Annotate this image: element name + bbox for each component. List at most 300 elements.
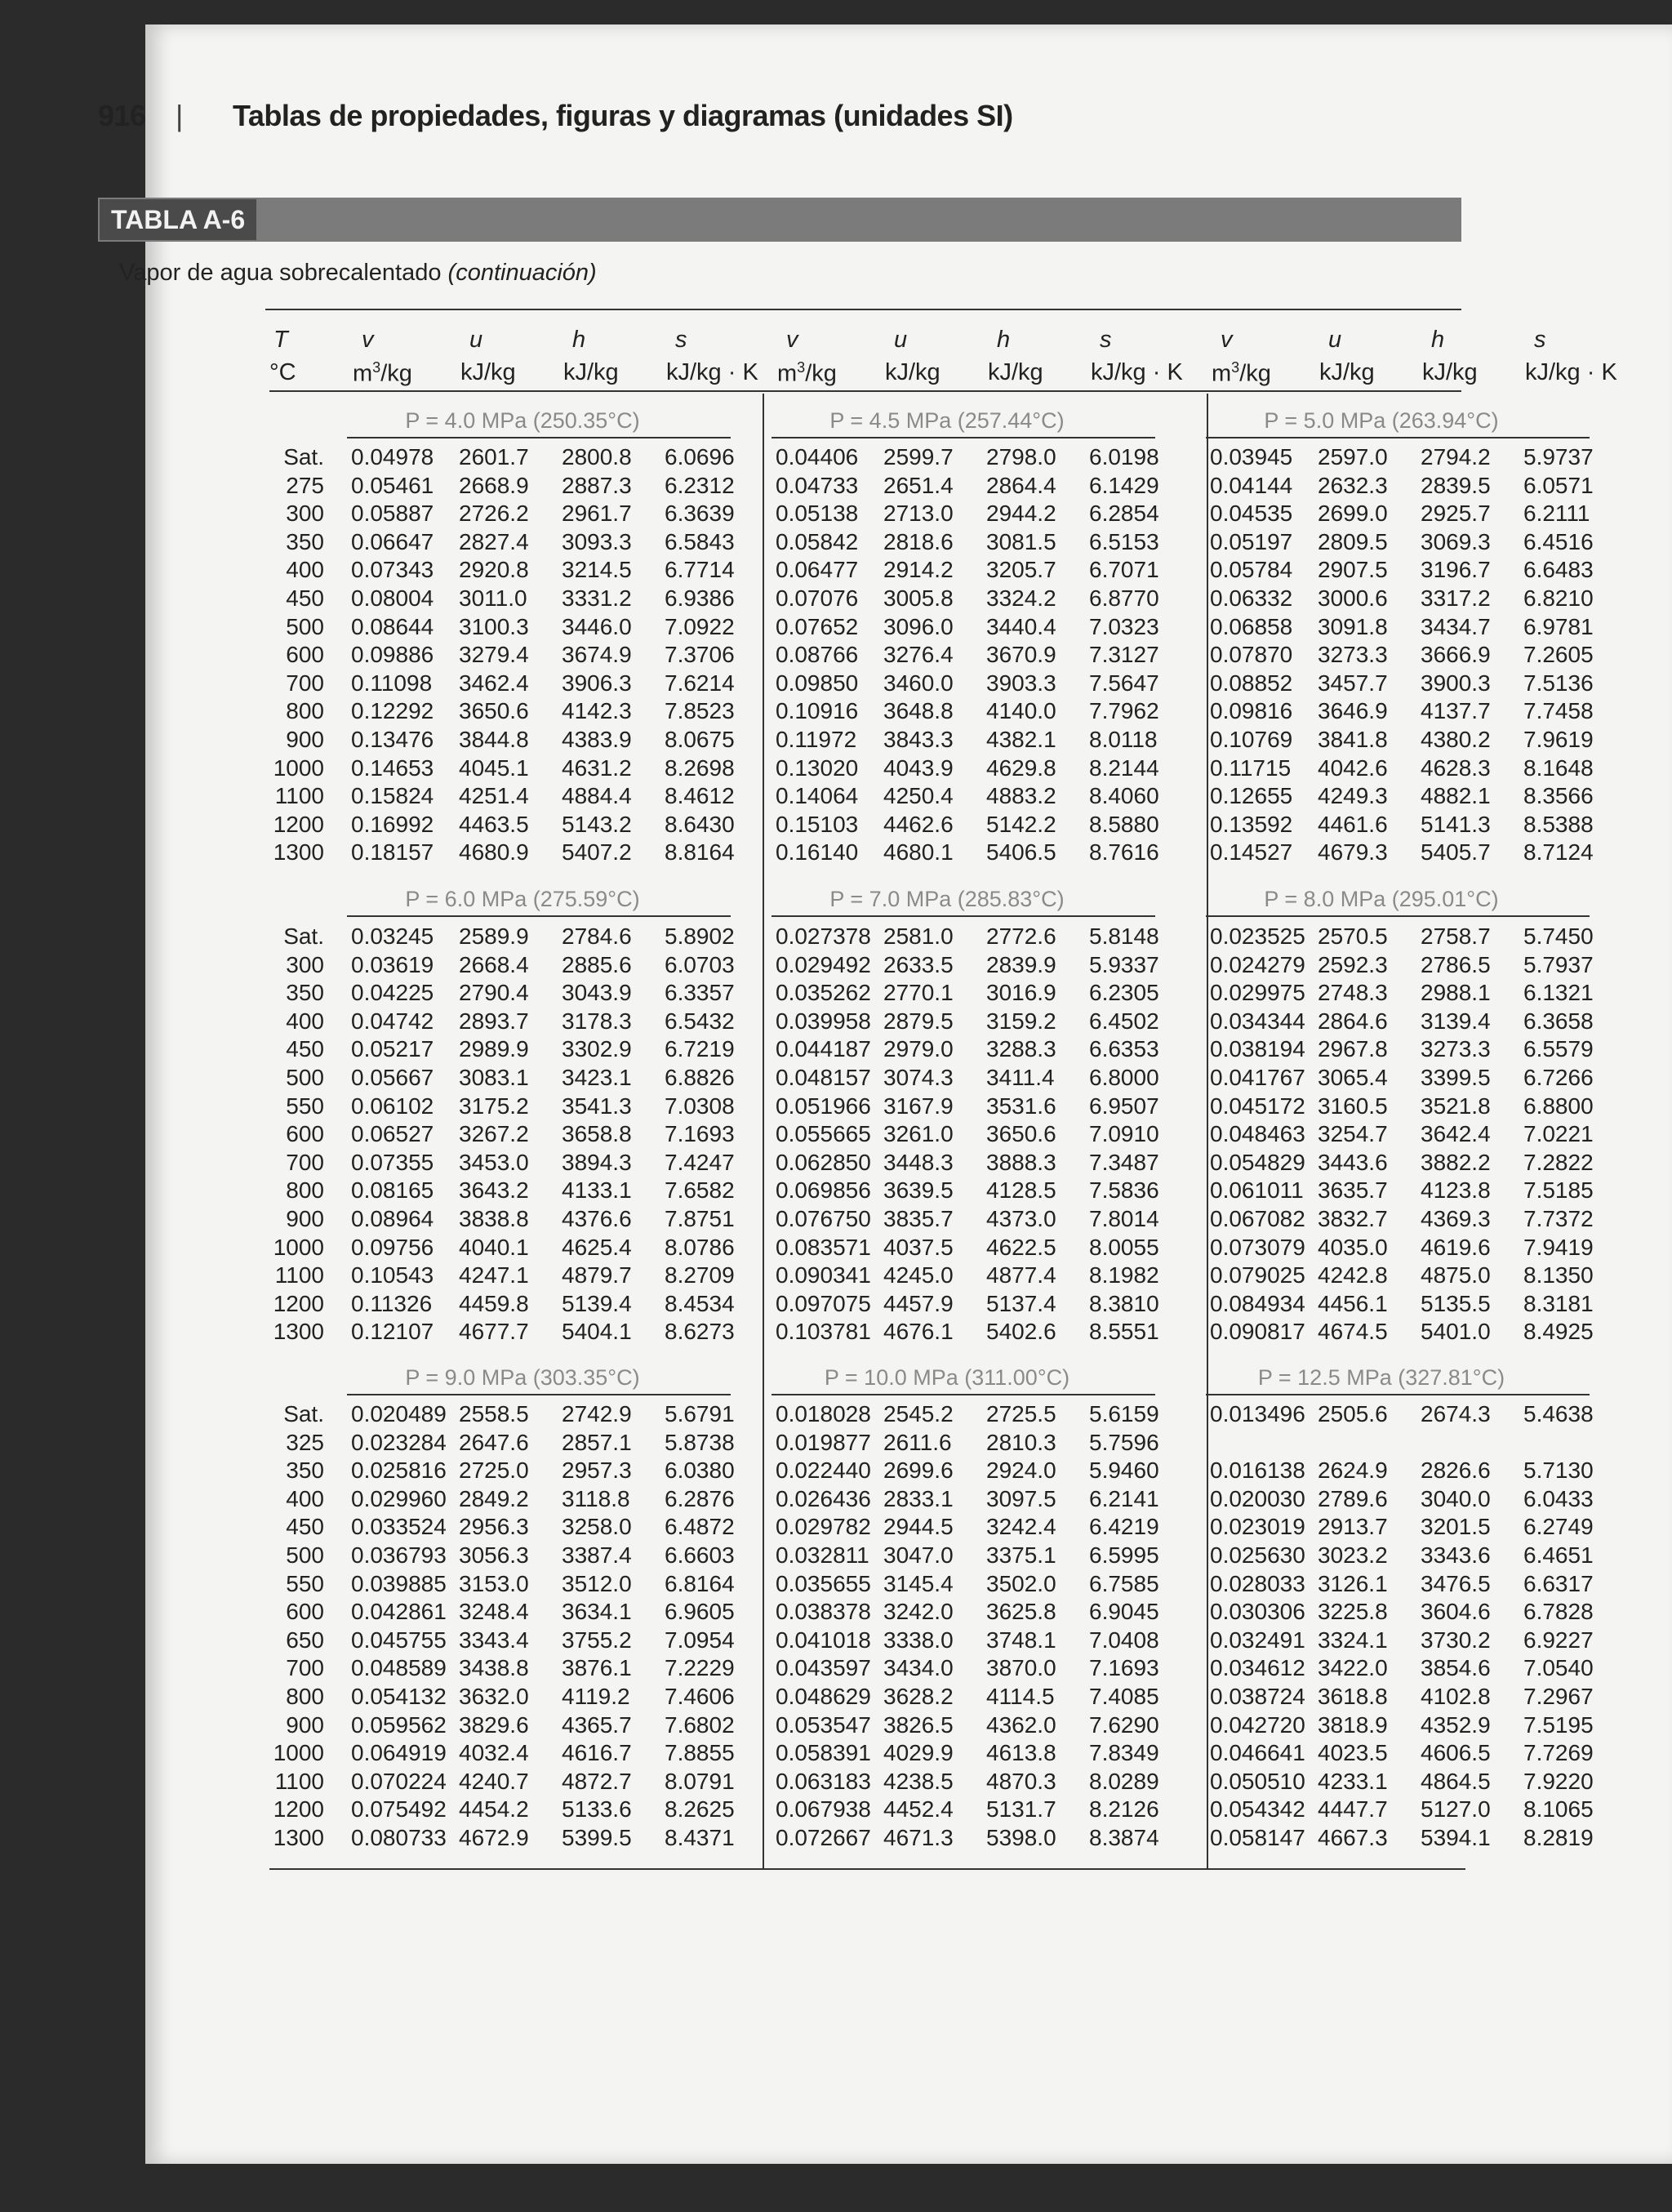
entropy-value: 7.0954 (665, 1627, 735, 1653)
table-row (1210, 1205, 1594, 1234)
internal-energy-value: 2913.7 (1318, 1514, 1388, 1540)
table-row (351, 697, 735, 726)
enthalpy-value: 4872.7 (562, 1768, 632, 1794)
page-number: 916 (98, 99, 146, 132)
entropy-value: 6.3357 (665, 980, 735, 1006)
entropy-value: 6.9605 (665, 1599, 735, 1625)
enthalpy-value: 5407.2 (562, 839, 632, 866)
internal-energy-value: 3096.0 (883, 613, 954, 639)
enthalpy-value: 2758.7 (1421, 924, 1491, 949)
enthalpy-value: 3201.5 (1421, 1514, 1491, 1540)
entropy-value: 7.5185 (1523, 1177, 1594, 1204)
enthalpy-value: 3888.3 (986, 1149, 1056, 1175)
specific-volume-value: 0.024279 (1210, 951, 1305, 977)
table-row (351, 979, 735, 1008)
col-header-unit: kJ/kg (1422, 359, 1478, 385)
entropy-value: 6.7714 (665, 557, 735, 583)
enthalpy-value: 3159.2 (986, 1008, 1056, 1034)
entropy-value: 7.5195 (1523, 1711, 1594, 1738)
enthalpy-value: 2784.6 (562, 924, 632, 949)
col-header-symbol: u (469, 327, 483, 353)
pressure-label: P = 7.0 MPa (285.83°C) (829, 887, 1065, 911)
col-header-symbol: v (786, 327, 798, 353)
entropy-value: 6.7266 (1523, 1064, 1594, 1090)
internal-energy-value: 3126.1 (1318, 1570, 1388, 1596)
specific-volume-value: 0.045755 (351, 1627, 447, 1653)
col-header-unit: kJ/kg (460, 359, 516, 385)
table-row (351, 613, 735, 642)
entropy-value: 7.6290 (1089, 1711, 1159, 1738)
specific-volume-value: 0.043597 (776, 1655, 871, 1681)
internal-energy-value: 3457.7 (1318, 670, 1388, 696)
internal-energy-value: 3818.9 (1318, 1711, 1388, 1738)
table-row (1210, 1485, 1594, 1514)
entropy-value: 6.2312 (665, 472, 735, 498)
entropy-value: 8.5880 (1089, 811, 1159, 837)
table-row (1210, 1093, 1594, 1121)
internal-energy-value: 3175.2 (459, 1093, 529, 1119)
internal-energy-value: 3832.7 (1318, 1205, 1388, 1231)
specific-volume-value: 0.046641 (1210, 1740, 1305, 1766)
entropy-value: 8.2625 (665, 1796, 735, 1823)
table-row (351, 1318, 735, 1346)
entropy-value: 5.8738 (665, 1429, 735, 1455)
specific-volume-value: 0.06332 (1210, 585, 1293, 611)
table-row (776, 641, 1159, 670)
entropy-value: 6.0198 (1089, 444, 1159, 470)
table-row (776, 443, 1159, 472)
internal-energy-value: 3448.3 (883, 1149, 954, 1175)
col-header-unit: kJ/kg (988, 359, 1043, 385)
enthalpy-value: 3434.7 (1421, 613, 1491, 639)
specific-volume-value: 0.09816 (1210, 698, 1293, 724)
entropy-value: 7.3706 (665, 642, 735, 668)
internal-energy-value: 2668.4 (459, 951, 529, 977)
specific-volume-value: 0.11326 (351, 1290, 433, 1316)
table-row (351, 1796, 735, 1824)
enthalpy-value: 4140.0 (986, 698, 1056, 724)
pressure-label: P = 6.0 MPa (275.59°C) (405, 887, 640, 911)
internal-energy-value: 3453.0 (459, 1149, 529, 1175)
entropy-value: 6.8826 (665, 1064, 735, 1090)
entropy-value: 8.2709 (665, 1262, 735, 1288)
internal-energy-value: 4452.4 (883, 1796, 954, 1823)
specific-volume-value: 0.029492 (776, 951, 871, 977)
table-row (220, 1457, 324, 1485)
specific-volume-value: 0.08004 (351, 585, 434, 611)
entropy-value: 8.7124 (1523, 839, 1594, 866)
specific-volume-value: 0.09886 (351, 642, 434, 668)
pressure-label: P = 4.5 MPa (257.44°C) (829, 408, 1065, 433)
table-row (1210, 585, 1594, 613)
table-row (776, 726, 1159, 754)
internal-energy-value: 3242.0 (883, 1599, 954, 1625)
entropy-value: 6.7585 (1089, 1570, 1159, 1596)
internal-energy-value: 2592.3 (1318, 951, 1388, 977)
specific-volume-value: 0.035262 (776, 980, 871, 1006)
entropy-value: 7.2822 (1523, 1149, 1594, 1175)
internal-energy-value: 4242.8 (1318, 1262, 1388, 1288)
col-header-symbol: h (572, 327, 586, 353)
internal-energy-value: 4045.1 (459, 754, 529, 781)
specific-volume-value: 0.013496 (1210, 1401, 1305, 1426)
specific-volume-value: 0.103781 (776, 1319, 871, 1345)
internal-energy-value: 3023.2 (1318, 1542, 1388, 1568)
table-row (1210, 979, 1594, 1008)
internal-energy-value: 3422.0 (1318, 1655, 1388, 1681)
specific-volume-value: 0.14527 (1210, 839, 1293, 866)
internal-energy-value: 2920.8 (459, 557, 529, 583)
table-row (776, 697, 1159, 726)
table-row (351, 528, 735, 557)
entropy-value: 7.0308 (665, 1093, 735, 1119)
specific-volume-value: 0.04733 (776, 472, 859, 498)
entropy-value: 7.8751 (665, 1205, 735, 1231)
table-row (351, 443, 735, 472)
table-row (220, 500, 324, 528)
table-row (220, 1149, 324, 1177)
col-header-unit: $m^3/kg$ (777, 359, 837, 387)
internal-energy-value: 3618.8 (1318, 1683, 1388, 1709)
table-row (776, 1205, 1159, 1234)
table-row (351, 1711, 735, 1740)
enthalpy-value: 5394.1 (1421, 1824, 1491, 1850)
temperature-value: 350 (286, 1458, 324, 1484)
specific-volume-value: 0.062850 (776, 1149, 871, 1175)
enthalpy-value: 2957.3 (562, 1458, 632, 1484)
temperature-value: 1200 (273, 811, 324, 837)
enthalpy-value: 3440.4 (986, 613, 1056, 639)
table-label: TABLA A-6 (100, 199, 256, 240)
internal-energy-value: 3167.9 (883, 1093, 954, 1119)
temperature-value: 500 (286, 1542, 324, 1568)
pressure-rule (1206, 437, 1590, 438)
temperature-value: 1200 (273, 1796, 324, 1823)
entropy-value: 8.0786 (665, 1234, 735, 1260)
table-row (1210, 1149, 1594, 1177)
internal-energy-value: 3267.2 (459, 1121, 529, 1147)
entropy-value: 8.0289 (1089, 1768, 1159, 1794)
table-row (1210, 1234, 1594, 1262)
pressure-rule (347, 437, 731, 438)
specific-volume-value: 0.048463 (1210, 1121, 1305, 1147)
table-row (776, 1654, 1159, 1683)
table-row (220, 528, 324, 557)
temperature-value: 1100 (274, 1262, 324, 1288)
group-divider (1207, 394, 1208, 1870)
entropy-value: 5.8902 (665, 924, 735, 949)
entropy-value: 7.0540 (1523, 1655, 1594, 1681)
specific-volume-value: 0.039885 (351, 1570, 447, 1596)
specific-volume-value: 0.029975 (1210, 980, 1305, 1006)
col-header-unit: kJ/kg · K (1525, 359, 1617, 385)
entropy-value: 6.7071 (1089, 557, 1159, 583)
enthalpy-value: 3324.2 (986, 585, 1056, 611)
table-row (220, 1570, 324, 1599)
entropy-value: 8.3181 (1523, 1290, 1594, 1316)
enthalpy-value: 2887.3 (562, 472, 632, 498)
enthalpy-value: 3423.1 (562, 1064, 632, 1090)
enthalpy-value: 2857.1 (562, 1429, 632, 1455)
specific-volume-value: 0.12107 (351, 1319, 434, 1345)
entropy-value: 7.7372 (1523, 1205, 1594, 1231)
temperature-value: 1100 (274, 1768, 324, 1794)
table-row (1210, 556, 1594, 585)
enthalpy-value: 3446.0 (562, 613, 632, 639)
table-row (776, 782, 1159, 811)
entropy-value: 7.4085 (1089, 1683, 1159, 1709)
table-row (351, 726, 735, 754)
internal-energy-value: 3324.1 (1318, 1627, 1388, 1653)
specific-volume-value: 0.076750 (776, 1205, 871, 1231)
internal-energy-value: 4676.1 (883, 1319, 954, 1345)
internal-energy-value: 4674.5 (1318, 1319, 1388, 1345)
entropy-value: 8.0055 (1089, 1234, 1159, 1260)
table-row (220, 1739, 324, 1768)
enthalpy-value: 3040.0 (1421, 1485, 1491, 1511)
table-row (776, 670, 1159, 698)
specific-volume-value: 0.075492 (351, 1796, 447, 1823)
internal-energy-value: 2809.5 (1318, 528, 1388, 554)
enthalpy-value: 4877.4 (986, 1262, 1056, 1288)
temperature-value: 600 (286, 1121, 324, 1147)
table-row (776, 1570, 1159, 1599)
table-row (351, 923, 735, 951)
table-row (1210, 1400, 1594, 1429)
specific-volume-value: 0.11715 (1210, 754, 1292, 781)
specific-volume-value: 0.06647 (351, 528, 434, 554)
enthalpy-value: 4625.4 (562, 1234, 632, 1260)
entropy-value: 6.0433 (1523, 1485, 1594, 1511)
internal-energy-value: 3338.0 (883, 1627, 954, 1653)
internal-energy-value: 4037.5 (883, 1234, 954, 1260)
specific-volume-value: 0.061011 (1210, 1177, 1304, 1204)
internal-energy-value: 3083.1 (459, 1064, 529, 1090)
specific-volume-value: 0.06527 (351, 1121, 434, 1147)
specific-volume-value: 0.041767 (1210, 1064, 1305, 1090)
col-header-symbol: s (675, 327, 687, 353)
enthalpy-value: 3541.3 (562, 1093, 632, 1119)
entropy-value: 8.3874 (1089, 1824, 1159, 1850)
internal-energy-value: 4250.4 (883, 783, 954, 809)
internal-energy-value: 4667.3 (1318, 1824, 1388, 1850)
enthalpy-value: 2742.9 (562, 1401, 632, 1426)
table-row (1210, 1035, 1594, 1064)
entropy-value: 6.8000 (1089, 1064, 1159, 1090)
entropy-value: 8.3810 (1089, 1290, 1159, 1316)
specific-volume-value: 0.029960 (351, 1485, 447, 1511)
entropy-value: 7.3487 (1089, 1149, 1159, 1175)
specific-volume-value: 0.045172 (1210, 1093, 1305, 1119)
internal-energy-value: 3056.3 (459, 1542, 529, 1568)
entropy-value: 7.6214 (665, 670, 735, 696)
table-row (1210, 754, 1594, 783)
table-row (776, 1290, 1159, 1319)
specific-volume-value: 0.072667 (776, 1824, 871, 1850)
enthalpy-value: 3730.2 (1421, 1627, 1491, 1653)
table-row (1210, 500, 1594, 528)
internal-energy-value: 3632.0 (459, 1683, 529, 1709)
internal-energy-value: 2907.5 (1318, 557, 1388, 583)
specific-volume-value: 0.033524 (351, 1514, 447, 1540)
specific-volume-value: 0.13592 (1210, 811, 1293, 837)
specific-volume-value: 0.048157 (776, 1064, 871, 1090)
table-row (351, 839, 735, 867)
enthalpy-value: 2674.3 (1421, 1401, 1491, 1426)
table-row (351, 1064, 735, 1093)
table-row (351, 1120, 735, 1149)
specific-volume-value: 0.13476 (351, 726, 434, 752)
specific-volume-value: 0.030306 (1210, 1599, 1305, 1625)
temperature-value: 900 (286, 726, 324, 752)
entropy-value: 6.1429 (1089, 472, 1159, 498)
table-row (776, 979, 1159, 1008)
enthalpy-value: 3502.0 (986, 1570, 1056, 1596)
enthalpy-value: 3894.3 (562, 1149, 632, 1175)
internal-energy-value: 3643.2 (459, 1177, 529, 1204)
specific-volume-value: 0.03619 (351, 951, 434, 977)
enthalpy-value: 4142.3 (562, 698, 632, 724)
entropy-value: 6.6603 (665, 1542, 735, 1568)
temperature-value: 550 (286, 1093, 324, 1119)
entropy-value: 6.5843 (665, 528, 735, 554)
table-row (220, 979, 324, 1008)
internal-energy-value: 3005.8 (883, 585, 954, 611)
enthalpy-value: 4376.6 (562, 1205, 632, 1231)
internal-energy-value: 4671.3 (883, 1824, 954, 1850)
temperature-value: 1000 (273, 1234, 324, 1260)
table-row (1210, 1768, 1594, 1796)
table-row (1210, 951, 1594, 980)
table-row (220, 1627, 324, 1655)
pressure-rule (1206, 1394, 1590, 1395)
table-row (220, 472, 324, 501)
temperature-value: 700 (286, 1655, 324, 1681)
entropy-value: 6.5995 (1089, 1542, 1159, 1568)
table-row (351, 951, 735, 980)
specific-volume-value: 0.050510 (1210, 1768, 1305, 1794)
table-row (1210, 811, 1594, 839)
table-row (351, 1570, 735, 1599)
entropy-value: 6.4651 (1523, 1542, 1594, 1568)
enthalpy-value: 3399.5 (1421, 1064, 1491, 1090)
specific-volume-value: 0.058147 (1210, 1824, 1305, 1850)
table-row (351, 1457, 735, 1485)
enthalpy-value: 4380.2 (1421, 726, 1491, 752)
entropy-value: 8.1648 (1523, 754, 1594, 781)
entropy-value: 5.7450 (1523, 924, 1594, 949)
internal-energy-value: 2789.6 (1318, 1485, 1388, 1511)
temperature-value: 350 (286, 980, 324, 1006)
enthalpy-value: 2988.1 (1421, 980, 1491, 1006)
entropy-value: 6.4219 (1089, 1514, 1159, 1540)
table-row (1210, 1683, 1594, 1711)
table-caption (119, 260, 597, 287)
specific-volume-value: 0.06858 (1210, 613, 1293, 639)
table-row (776, 1598, 1159, 1627)
entropy-value: 5.9737 (1523, 444, 1594, 470)
internal-energy-value: 4233.1 (1318, 1768, 1388, 1794)
internal-energy-value: 3639.5 (883, 1177, 954, 1204)
internal-energy-value: 4249.3 (1318, 783, 1388, 809)
enthalpy-value: 4622.5 (986, 1234, 1056, 1260)
enthalpy-value: 5131.7 (986, 1796, 1056, 1823)
enthalpy-value: 3658.8 (562, 1121, 632, 1147)
property-group (1210, 923, 1594, 1346)
enthalpy-value: 4362.0 (986, 1711, 1056, 1738)
internal-energy-value: 2699.6 (883, 1458, 954, 1484)
internal-energy-value: 2956.3 (459, 1514, 529, 1540)
table-row (776, 1429, 1159, 1458)
internal-energy-value: 4042.6 (1318, 754, 1388, 781)
specific-volume-value: 0.15824 (351, 783, 434, 809)
table-row (351, 811, 735, 839)
specific-volume-value: 0.048629 (776, 1683, 871, 1709)
entropy-value: 7.4247 (665, 1149, 735, 1175)
table-row (1210, 726, 1594, 754)
entropy-value: 7.5647 (1089, 670, 1159, 696)
entropy-value: 7.2967 (1523, 1683, 1594, 1709)
entropy-value: 6.8164 (665, 1570, 735, 1596)
specific-volume-value: 0.14653 (351, 754, 434, 781)
internal-energy-value: 3248.4 (459, 1599, 529, 1625)
internal-energy-value: 4461.6 (1318, 811, 1388, 837)
internal-energy-value: 3829.6 (459, 1711, 529, 1738)
entropy-value: 7.1693 (665, 1121, 735, 1147)
property-group (351, 443, 735, 867)
entropy-value: 8.6273 (665, 1319, 735, 1345)
specific-volume-value: 0.18157 (351, 839, 434, 866)
enthalpy-value: 4879.7 (562, 1262, 632, 1288)
enthalpy-value: 2772.6 (986, 924, 1056, 949)
table-row (351, 1683, 735, 1711)
enthalpy-value: 3093.3 (562, 528, 632, 554)
enthalpy-value: 3650.6 (986, 1121, 1056, 1147)
specific-volume-value: 0.041018 (776, 1627, 871, 1653)
property-group (776, 923, 1159, 1346)
table-row (220, 1598, 324, 1627)
specific-volume-value: 0.025630 (1210, 1542, 1305, 1568)
enthalpy-value: 5406.5 (986, 839, 1056, 866)
internal-energy-value: 3100.3 (459, 613, 529, 639)
enthalpy-value: 5401.0 (1421, 1319, 1491, 1345)
specific-volume-value: 0.08644 (351, 613, 434, 639)
specific-volume-value: 0.08852 (1210, 670, 1293, 696)
table-row (1210, 1542, 1594, 1570)
entropy-value: 6.2854 (1089, 501, 1159, 527)
internal-energy-value: 2879.5 (883, 1008, 954, 1034)
table-row (776, 1513, 1159, 1542)
internal-energy-value: 4680.9 (459, 839, 529, 866)
internal-energy-value: 4023.5 (1318, 1740, 1388, 1766)
table-row (351, 1035, 735, 1064)
entropy-value: 5.7596 (1089, 1429, 1159, 1455)
specific-volume-value: 0.051966 (776, 1093, 871, 1119)
specific-volume-value: 0.019877 (776, 1429, 871, 1455)
pressure-label: P = 12.5 MPa (327.81°C) (1257, 1365, 1505, 1390)
table-row (776, 1711, 1159, 1740)
specific-volume-value: 0.048589 (351, 1655, 447, 1681)
enthalpy-value: 3214.5 (562, 557, 632, 583)
table-row (1210, 1654, 1594, 1683)
entropy-value: 8.0118 (1089, 726, 1158, 752)
entropy-value: 7.2229 (665, 1655, 735, 1681)
entropy-value: 6.4872 (665, 1514, 735, 1540)
specific-volume-value: 0.11972 (776, 726, 857, 752)
table-bottom-rule (269, 1868, 1465, 1870)
specific-volume-value: 0.05217 (351, 1036, 434, 1062)
specific-volume-value: 0.073079 (1210, 1234, 1305, 1260)
